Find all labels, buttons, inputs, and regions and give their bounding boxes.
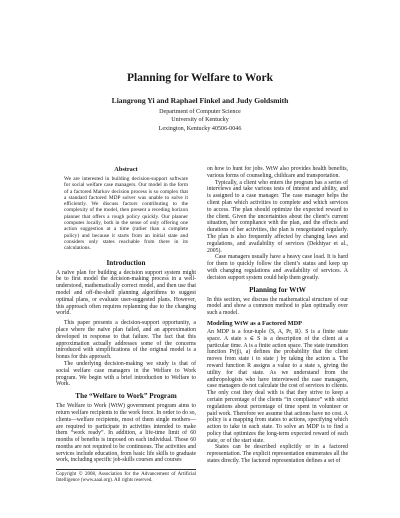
- mdp-paragraph-2: States can be described explicitly or in a factored representation. The explicit representation enumerates all the states directly. The factored representation defines a set of: [207, 444, 348, 465]
- copyright-footnote: Copyright © 2008, Association for the Advancement of Artificial Intelligence (www.aaai.org). All rights reserved.: [56, 472, 196, 484]
- planning-heading: Planning for WtW: [249, 285, 306, 294]
- affiliation-address: Lexington, Kentucky 40506-0046: [158, 125, 242, 132]
- affiliation-university: University of Kentucky: [171, 117, 229, 124]
- introduction-paragraph-2: This paper presents a decision-support opportunity, a place where the naïve plan failed, and an approximation developed in response to that failure. The fact that this approximation actually addresses some of the concerns introduced with simplifications of the original model is a bonus for this approach.: [56, 320, 196, 361]
- abstract-text: We are interested in building decision-support software for social welfare case managers. Our model in the form of a factored Markov decision process is so complex that a standard factored MDP solver was unable to solve it efficiently. We discuss factors contributing to the complexity of the model, then present a receding horizon planner that offers a rough policy quickly. Our planner computes locally, both in the sense of only offering one action suggestion at a time (rather than a complete policy) and because it starts from an initial state and considers only states reachable from there in its calculations.: [64, 176, 188, 252]
- right-column: [207, 166, 348, 465]
- paper-title: Planning for Welfare to Work: [126, 72, 274, 84]
- mdp-paragraph-1: An MDP is a four-tuple ⟨S, A, Pr, R⟩. S is a finite state space. A state s ∈ S is a description of the client at a particular time. A is a finite action space. The state transition function Pr(j|i, a) defines the probability that the client moves from state i to state j by taking the action a. The reward function R assigns a value to a state s, giving the utility for that state. As we understand from the anthropologists who have interviewed the case managers, case managers do not calculate the cost of services to clients. The only cost they deal with is that they strive to keep a certain percentage of the clients “in compliance” with strict regulations about percentage of time spent in volunteer or paid work. Therefore we assume that actions have no cost. A policy is a mapping from states to actions, specifying which action to take in each state. To solve an MDP is to find a policy that optimizes the long-term expected reward of each state, or of the start state.: [207, 328, 348, 444]
- abstract-heading: Abstract: [114, 166, 138, 173]
- mdp-heading: Modeling WtW as a Factored MDP: [207, 319, 302, 327]
- footnote-divider: [56, 469, 196, 470]
- right-paragraph-2: Typically, a client who enters the program has a series of interviews and take various tests of interest and ability, and is assigned to a case manager. The case manager helps the client plan which activities to complete and which services to access. The plan should optimize the expected reward to the client. Given the uncertainties about the client’s current situation, her compliance with the plan, and the effects and durations of her activities, the plan is renegotiated regularly. The plan is also frequently affected by changing laws and regulations, and availability of services (Dekhtyar et al., 2005).: [207, 179, 348, 254]
- planning-paragraph-1: In this section, we discuss the mathematical structure of our model and show a common method to plan optimally over such a model.: [207, 296, 348, 317]
- paper-authors: Liangrong Yi and Raphael Finkel and Judy Goldsmith: [111, 96, 289, 105]
- introduction-paragraph-1: A naïve plan for building a decision support system might be to first model the decision-making process in a well-understood, mathematically correct model, and then use that model and off-the-shelf planning algorithms to suggest optimal plans, or evaluate user-suggested plans. However, this approach often requires replanning due to the changing world.: [56, 269, 196, 317]
- wtw-program-paragraph-1: The Welfare to Work (WtW) government program aims to return welfare recipients to the work force. In order to do so, clients—welfare recipients, most of them single mothers—are required to participate in activities intended to make them “work ready”. In addition, a life-time limit of 60 months of benefits is imposed on each individual. Those 60 months are not required to be continuous. The activities and services include education, from basic life skills to graduate work, including specific job-skills courses and courses: [56, 403, 196, 464]
- affiliation-department: Department of Computer Science: [159, 109, 241, 115]
- wtw-program-heading: The “Welfare to Work” Program: [75, 392, 177, 401]
- introduction-paragraph-3: The underlying decision-making we study is that of social welfare case managers in the Welfare to Work program. We begin with a brief introduction to Welfare to Work.: [56, 360, 196, 388]
- affiliation: [0, 108, 400, 133]
- left-column: [56, 166, 196, 484]
- introduction-heading: Introduction: [106, 258, 146, 267]
- right-paragraph-1: on how to hunt for jobs. WtW also provides health benefits, various forms of counseling, childcare and transportation.: [207, 166, 348, 179]
- right-paragraph-3: Case managers usually have a heavy case load. It is hard for them to quickly follow the client’s status and keep up with changing regulations and availability of services. A decision support system could help them greatly.: [207, 254, 348, 281]
